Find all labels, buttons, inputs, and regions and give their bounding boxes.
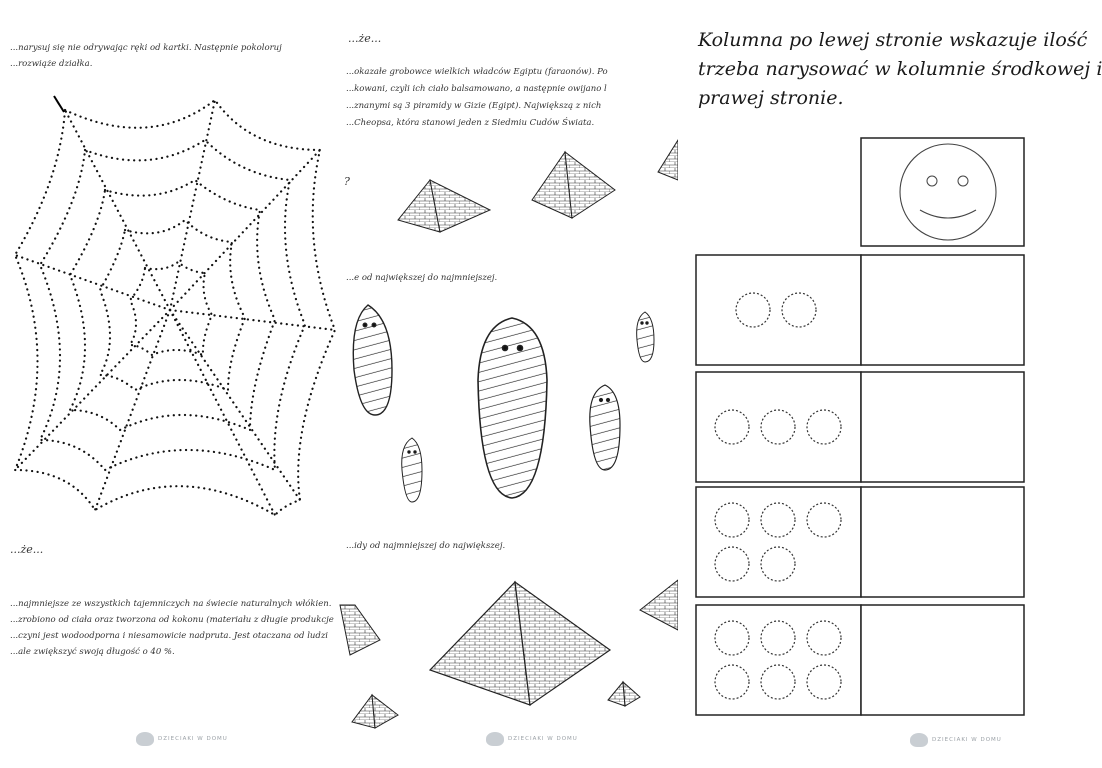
count-row-3: [696, 487, 1024, 597]
pyramid-small-2: [532, 152, 615, 218]
instruction-line-2: trzeba narysować w kolumnie środkowej i: [698, 58, 1102, 80]
instruction-pyramids: ...idy od najmniejszej do największej.: [346, 541, 506, 551]
count-box-left: [696, 255, 861, 365]
example-box: [861, 138, 1024, 246]
section2-line-1: ...najmniejsze ze wszystkich tajemniczych na świecie naturalnych włókien.: [10, 599, 332, 609]
task-mark: ?: [344, 175, 350, 188]
answer-box-right: [861, 487, 1024, 597]
answer-box-right: [861, 255, 1024, 365]
section2-line-2: ...zrobiono od ciała oraz tworzona od kokonu (materiału z długie produkcje: [10, 615, 334, 625]
pyramid-large-bottom: [430, 582, 610, 705]
mummy-large-center: [478, 318, 547, 498]
pyramid-tiny-bottom-right: [608, 682, 640, 706]
worksheet-spiderweb: [0, 0, 340, 768]
count-row-1: [696, 255, 1024, 365]
count-row-2: [696, 372, 1024, 482]
mummy-medium-left: [353, 305, 392, 415]
intro-line-2: ...rozwiąże działka.: [10, 59, 93, 69]
logo-icon: [136, 732, 154, 746]
worksheet-counting: [678, 0, 1102, 768]
intro-line-1: ...narysuj się nie odrywając ręki od kartki. Następnie pokoloruj: [10, 43, 282, 53]
count-box-left: [696, 372, 861, 482]
paragraph-line-1: ...okazałe grobowce wielkich władców Egiptu (faraonów). Po: [346, 67, 608, 77]
paragraph-line-4: ...Cheopsa, która stanowi jeden z Siedmiu Cudów Świata.: [346, 118, 595, 128]
logo-text: DZIECIAKI W DOMU: [932, 737, 1002, 743]
egypt-illustrations: [340, 0, 678, 768]
paragraph-line-2: ...kowani, czyli ich ciało balsamowano, a następnie owijano l: [346, 84, 607, 94]
mummy-tiny-right: [637, 312, 654, 362]
instruction-mummies: ...e od największej do najmniejszej.: [346, 273, 498, 283]
logo-icon: [486, 732, 504, 746]
worksheet-egypt: [340, 0, 678, 768]
answer-box-right: [861, 605, 1024, 715]
logo-text: DZIECIAKI W DOMU: [158, 736, 228, 742]
logo-icon: [910, 733, 928, 747]
instruction-line-1: Kolumna po lewej stronie wskazuje ilość: [698, 29, 1088, 51]
section2-line-3: ...czyni jest wodoodporna i niesamowicie nadpruta. Jest otaczana od ludzi: [10, 631, 329, 641]
pyramid-right-cut: [640, 580, 678, 630]
pyramid-top-right: [658, 140, 678, 180]
pyramid-left-cut: [340, 605, 380, 655]
page2-heading: ...że...: [348, 32, 382, 45]
pyramid-tiny-bottom-left: [352, 695, 398, 728]
paragraph-line-3: ...znanymi są 3 piramidy w Gizie (Egipt). Największą z nich: [346, 101, 602, 111]
logo-text: DZIECIAKI W DOMU: [508, 736, 578, 742]
counting-grid: [678, 0, 1024, 768]
section2-title: ...że...: [10, 543, 44, 556]
count-row-4: [696, 605, 1024, 715]
instruction-line-3: prawej stronie.: [698, 87, 844, 109]
brand-logo: [910, 733, 1002, 747]
mummy-small-right: [590, 385, 620, 470]
brand-logo: [486, 732, 578, 746]
mummy-tiny-left: [402, 438, 422, 502]
pyramid-small-1: [398, 180, 490, 232]
answer-box-right: [861, 372, 1024, 482]
section2-line-4: ...ale zwiększyć swoją długość o 40 %.: [10, 647, 175, 657]
brand-logo: [136, 732, 228, 746]
